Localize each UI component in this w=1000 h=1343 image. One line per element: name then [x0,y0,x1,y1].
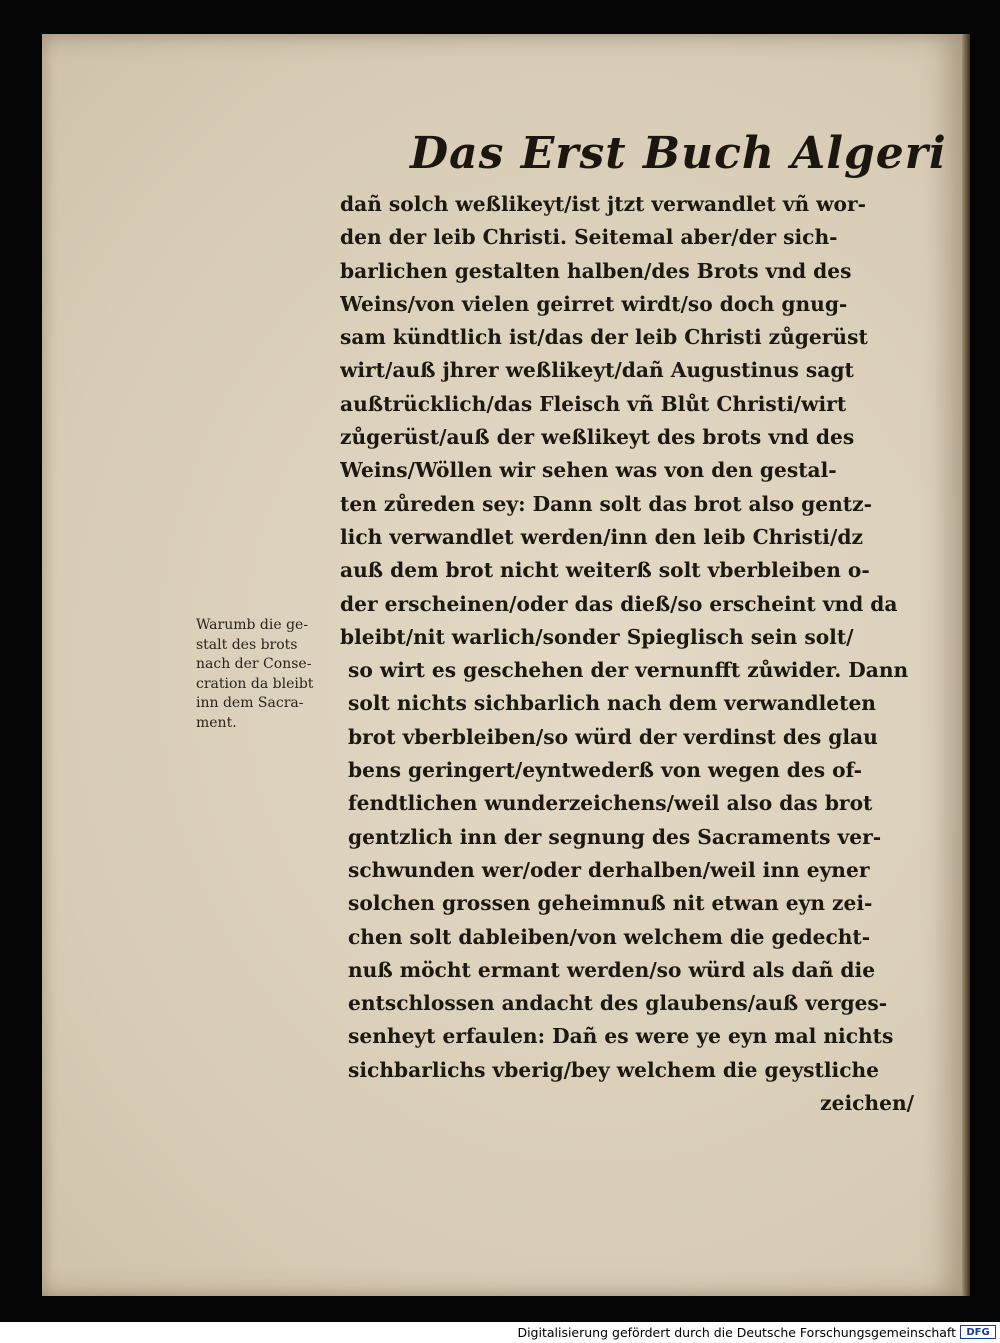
text-line: außtrücklich/das Fleisch vñ Blůt Christi/wirt [340,391,847,416]
text-line: senheyt erfaulen: Dañ es were ye eyn mal nichts [348,1024,894,1049]
text-line: dañ solch weßlikeyt/ist jtzt verwandlet vñ wor- [340,192,867,216]
text-line: entschlossen andacht des glaubens/auß verges- [348,991,888,1016]
text-line: lich verwandlet werden/inn den leib Christi/dz [340,524,863,549]
marginal-note [196,616,348,733]
text-line: der erscheinen/oder das dieß/so erscheint vnd da [340,591,898,616]
text-line: ten zůreden sey: Dann solt das brot also gentz- [340,491,872,516]
text-line: solchen grossen geheimnuß nit etwan eyn zei- [348,891,873,916]
text-line: so wirt es geschehen der vernunfft zůwider. Dann [348,658,909,683]
marginal-note-line: nach der Conse- [196,656,312,672]
text-line: chen solt dableiben/von welchem die gedecht- [348,924,871,949]
marginal-note-line: stalt des brots [196,636,298,653]
funding-credit: Digitalisierung gefördert durch die Deutsche Forschungsgemeinschaft [517,1325,956,1340]
text-line: den der leib Christi. Seitemal aber/der sich- [340,225,838,250]
text-line: sichbarlichs vberig/bey welchem die geystliche [348,1057,880,1082]
marginal-note-line: cration da bleibt [196,675,314,692]
text-line: Weins/von vielen geirret wirdt/so doch gnug- [340,291,848,316]
marginal-note-line: Warumb die ge- [196,617,309,633]
text-line: Weins/Wöllen wir sehen was von den gestal- [340,458,837,483]
marginal-note-line: inn dem Sacra- [196,695,304,711]
text-line: nuß möcht ermant werden/so würd als dañ die [348,957,876,982]
text-line: sam kündtlich ist/das der leib Christi zůgerüst [340,325,868,350]
text-line: zůgerüst/auß der weßlikeyt des brots vnd des [340,425,855,450]
footer-bar [0,1322,1000,1343]
text-line: gentzlich inn der segnung des Sacraments ver- [348,824,882,849]
text-line: solt nichts sichbarlich nach dem verwandleten [348,691,876,716]
page-edge [962,34,970,1296]
marginal-note-line: ment. [196,714,237,731]
text-line: brot vberbleiben/so würd der verdinst des glau [348,724,878,749]
text-line: auß dem brot nicht weiterß solt vberbleiben o- [340,558,870,583]
text-line: bens geringert/eyntwederß von wegen des of- [348,758,862,783]
text-line: fendtlichen wunderzeichens/weil also das brot [348,791,873,816]
text-line: barlichen gestalten halben/des Brots vnd des [340,258,852,283]
running-head: Das Erst Buch Algeri [410,128,947,179]
body-text [340,188,920,1120]
catchword: zeichen/ [820,1091,914,1116]
text-line: wirt/auß jhrer weßlikeyt/dañ Augustinus sagt [340,358,854,383]
text-line: schwunden wer/oder derhalben/weil inn eyner [348,857,870,882]
text-line: bleibt/nit warlich/sonder Spieglisch sein solt/ [340,624,854,649]
dfg-logo-icon: DFG [960,1325,996,1339]
